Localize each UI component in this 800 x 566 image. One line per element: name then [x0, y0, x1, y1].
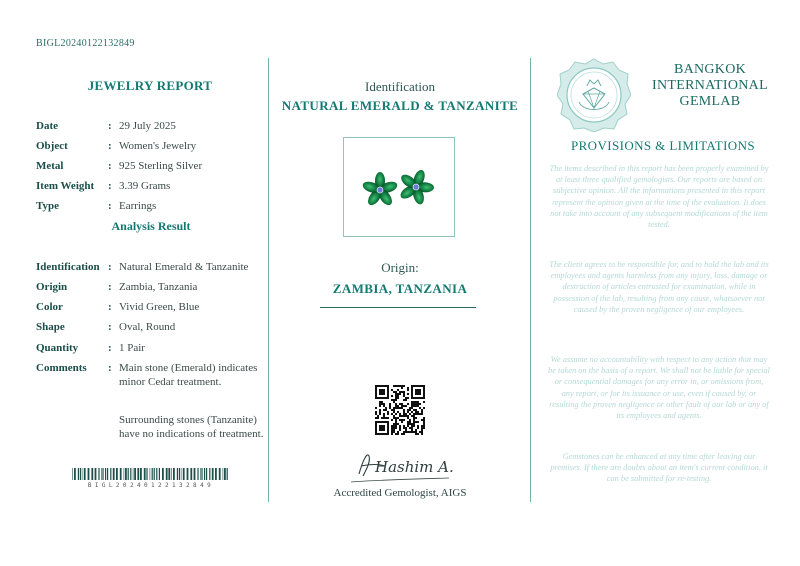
field-value: Zambia, Tanzania [119, 281, 198, 293]
signature-text: Hashim A. [375, 458, 454, 476]
field-colon: : [108, 301, 112, 313]
field-colon: : [108, 180, 112, 192]
field-value: Earrings [119, 200, 157, 212]
field-label: Color [36, 301, 63, 313]
qr-code[interactable] [375, 385, 425, 435]
item-photo [343, 137, 455, 237]
field-colon: : [108, 281, 112, 293]
field-colon: : [108, 261, 112, 273]
provision-paragraph-2: The client agrees to be responsible for, and to hold the lab and its employees and agents harmless from any injury, loss, damage or destruction of articles entrusted for examination, while in possession of the lab, resulting from any cause, whatsoever not caused by the proven negligence of our employees. [549, 260, 769, 314]
provisions-title: PROVISIONS & LIMITATIONS [570, 138, 756, 153]
field-colon: : [108, 342, 112, 354]
comments-main: Main stone (Emerald) indicates minor Cedar treatment. [119, 362, 258, 388]
field-colon: : [108, 200, 112, 212]
signature [345, 444, 457, 486]
origin-value: ZAMBIA, TANZANIA [332, 281, 468, 296]
earring-left [361, 172, 398, 208]
field-label: Type [36, 200, 60, 212]
lab-seal-logo [557, 58, 631, 132]
field-value: 29 July 2025 [119, 120, 176, 132]
report-number: BIGL20240122132849 [36, 38, 135, 49]
field-value: 3.39 Grams [119, 180, 171, 192]
field-value: 1 Pair [119, 342, 145, 354]
field-label: Identification [36, 261, 100, 273]
gemologist-title: Accredited Gemologist, AIGS [333, 487, 467, 499]
comments-surrounding: Surrounding stones (Tanzanite) have no indications of treatment. [119, 414, 264, 440]
analysis-title: Analysis Result [111, 219, 191, 233]
field-label: Comments [36, 362, 87, 374]
field-value: Oval, Round [119, 321, 176, 333]
field-label: Object [36, 140, 68, 152]
identification-label: Identification [364, 79, 436, 94]
field-label: Origin [36, 281, 68, 293]
provision-paragraph-4: Gemstones can be enhanced at any time after leaving our premises. If there are doubts about an item's current condition, it can be submitted for re-testing. [550, 452, 768, 484]
origin-underline [320, 307, 476, 308]
field-value: 925 Sterling Silver [119, 160, 203, 172]
report-title: JEWELRY REPORT [87, 78, 213, 93]
field-colon: : [108, 160, 112, 172]
origin-label: Origin: [381, 260, 419, 275]
field-value: Vivid Green, Blue [119, 301, 200, 313]
field-label: Date [36, 120, 58, 132]
field-label: Shape [36, 321, 65, 333]
provision-paragraph-1: The items described in this report has been properly examined by at least three qualified gemologists. Our reports are based on subjective opinion. All the informations presented in this report represent the opinion given at the time of the evaluation. It does not take into account of any subsequent modifications of the item tested. [549, 164, 769, 230]
divider-right [530, 58, 531, 502]
field-label: Metal [36, 160, 64, 172]
lab-name-line-1: BANGKOK [673, 62, 747, 77]
field-value: Women's Jewelry [119, 140, 197, 152]
barcode [72, 468, 230, 480]
field-colon: : [108, 321, 112, 333]
identification-value: NATURAL EMERALD & TANZANITE [281, 98, 519, 113]
earrings-image [344, 138, 454, 236]
field-value: Natural Emerald & Tanzanite [119, 261, 249, 273]
barcode-number: BIGL20240122132849 [87, 482, 215, 489]
field-colon: : [108, 362, 112, 374]
earring-right [398, 168, 434, 205]
provision-paragraph-3: We assume no accountability with respect to any action that may be taken on the basis of a report. We shall not be liable for special or consequential damages for any error in, or omissions from, any report, or for its issuance or use, even if caused by, or resulting the proven negligence or other fault of our lab or any of its employees and agents. [548, 355, 770, 421]
lab-name [642, 62, 778, 110]
field-colon: : [108, 120, 112, 132]
field-colon: : [108, 140, 112, 152]
field-label: Item Weight [36, 180, 95, 192]
lab-name-line-2: INTERNATIONAL [652, 78, 768, 93]
lab-name-line-3: GEMLAB [679, 94, 741, 109]
field-label: Quantity [36, 342, 79, 354]
